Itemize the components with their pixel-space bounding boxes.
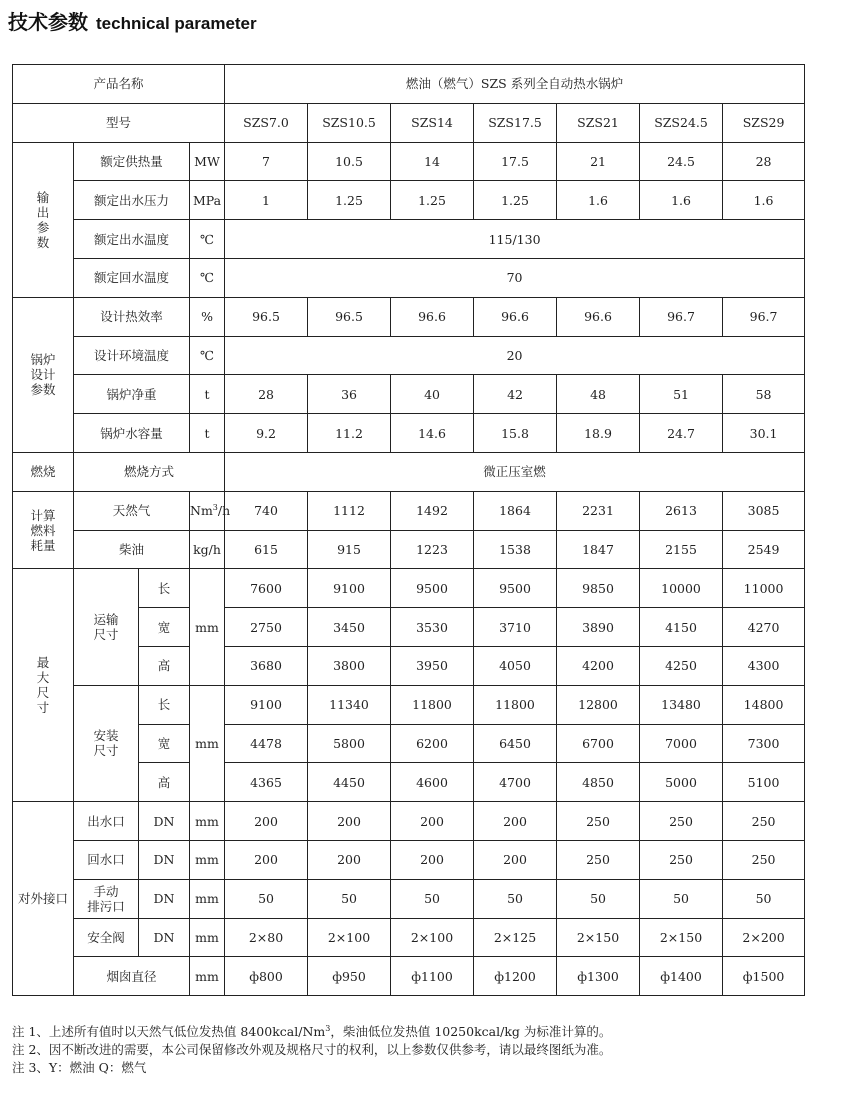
dim-sub-label: 安装 尺寸 [74,685,139,801]
value-cell: 250 [557,802,640,841]
value-cell: 2×150 [640,918,723,957]
unit-cell: mm [190,840,225,879]
value-cell: 96.7 [723,297,805,336]
product-label: 产品名称 [13,65,225,104]
dn-cell: DN [139,802,190,841]
value-cell: 200 [391,802,474,841]
param-label: 额定供热量 [74,142,190,181]
value-cell: 9100 [225,685,308,724]
table-row [13,142,805,181]
param-label: 燃烧方式 [74,452,225,491]
value-cell: 50 [557,879,640,918]
value-cell: 42 [474,375,557,414]
value-cell: ф800 [225,957,308,996]
dim-axis: 长 [139,569,190,608]
model-cell: SZS10.5 [308,103,391,142]
group-design: 锅炉 设计 参数 [13,297,74,452]
dn-cell: DN [139,918,190,957]
value-cell: 250 [723,840,805,879]
value-cell: ф1400 [640,957,723,996]
value-cell: 1492 [391,491,474,530]
value-cell: ф1300 [557,957,640,996]
value-cell: 3085 [723,491,805,530]
value-cell: ф1500 [723,957,805,996]
title-cn: 技术参数 [8,10,88,34]
value-cell: 50 [391,879,474,918]
value-cell: 4250 [640,646,723,685]
merged-value: 70 [225,258,805,297]
group-output: 输 出 参 数 [13,142,74,297]
merged-value: 115/130 [225,220,805,259]
table-row [13,918,805,957]
value-cell: 2×80 [225,918,308,957]
value-cell: 50 [225,879,308,918]
param-label: 手动 排污口 [74,879,139,918]
value-cell: 1.6 [640,181,723,220]
value-cell: 14800 [723,685,805,724]
table-row [13,375,805,414]
value-cell: 4150 [640,608,723,647]
value-cell: 96.7 [640,297,723,336]
table-row [13,840,805,879]
value-cell: 9.2 [225,414,308,453]
value-cell: 200 [225,840,308,879]
unit-cell: mm [190,957,225,996]
value-cell: 200 [308,802,391,841]
value-cell: 2231 [557,491,640,530]
dim-axis: 宽 [139,608,190,647]
value-cell: 1538 [474,530,557,569]
value-cell: 1 [225,181,308,220]
value-cell: 2549 [723,530,805,569]
value-cell: 4478 [225,724,308,763]
value-cell: ф950 [308,957,391,996]
value-cell: 7600 [225,569,308,608]
param-label: 柴油 [74,530,190,569]
unit-cell: Nm$^3$/h [190,491,225,530]
unit-cell: mm [190,802,225,841]
dim-axis: 宽 [139,724,190,763]
table-row [13,452,805,491]
value-cell: 250 [640,802,723,841]
value-cell: 5800 [308,724,391,763]
value-cell: 50 [308,879,391,918]
value-cell: 2750 [225,608,308,647]
value-cell: 4600 [391,763,474,802]
value-cell: 51 [640,375,723,414]
unit-cell: ℃ [190,220,225,259]
table-row [13,336,805,375]
value-cell: 58 [723,375,805,414]
value-cell: 12800 [557,685,640,724]
value-cell: 200 [474,840,557,879]
value-cell: 4050 [474,646,557,685]
value-cell: 200 [474,802,557,841]
value-cell: 200 [308,840,391,879]
value-cell: 1864 [474,491,557,530]
value-cell: 10000 [640,569,723,608]
model-cell: SZS14 [391,103,474,142]
value-cell: 96.5 [308,297,391,336]
table-row [13,802,805,841]
value-cell: 9500 [474,569,557,608]
unit-cell: kg/h [190,530,225,569]
value-cell: 14 [391,142,474,181]
value-cell: 18.9 [557,414,640,453]
value-cell: 2155 [640,530,723,569]
note-1: 注 1、上述所有值时以天然气低位发热值 8400kcal/Nm$^3$，柴油低位发热值 10250kcal/kg 为标准计算的。 [12,1024,612,1040]
param-label: 设计环境温度 [74,336,190,375]
value-cell: 1.25 [474,181,557,220]
value-cell: 1.25 [308,181,391,220]
value-cell: 4270 [723,608,805,647]
dn-cell: DN [139,840,190,879]
value-cell: 1112 [308,491,391,530]
value-cell: 250 [723,802,805,841]
value-cell: 3530 [391,608,474,647]
param-label: 安全阀 [74,918,139,957]
title-en: technical parameter [96,14,257,33]
value-cell: 11340 [308,685,391,724]
value-cell: 3800 [308,646,391,685]
group-ports: 对外接口 [13,802,74,996]
table-row [13,65,805,104]
param-label: 额定回水温度 [74,258,190,297]
table-row [13,181,805,220]
value-cell: 4300 [723,646,805,685]
param-label: 设计热效率 [74,297,190,336]
value-cell: 200 [225,802,308,841]
value-cell: 2×200 [723,918,805,957]
product-name: 燃油（燃气）SZS 系列全自动热水锅炉 [225,65,805,104]
group-combustion: 燃烧 [13,452,74,491]
unit-cell: MPa [190,181,225,220]
table-row [13,220,805,259]
unit-cell: ℃ [190,258,225,297]
dim-axis: 高 [139,763,190,802]
table-row [13,258,805,297]
value-cell: 4700 [474,763,557,802]
unit-cell: t [190,414,225,453]
dim-axis: 长 [139,685,190,724]
unit-cell: mm [190,569,225,685]
value-cell: 11000 [723,569,805,608]
value-cell: 24.7 [640,414,723,453]
value-cell: 1.25 [391,181,474,220]
value-cell: 50 [640,879,723,918]
value-cell: 17.5 [474,142,557,181]
value-cell: 4850 [557,763,640,802]
value-cell: 48 [557,375,640,414]
table-row [13,879,805,918]
model-label: 型号 [13,103,225,142]
value-cell: 21 [557,142,640,181]
param-label: 额定出水压力 [74,181,190,220]
value-cell: 5000 [640,763,723,802]
param-label: 回水口 [74,840,139,879]
value-cell: 14.6 [391,414,474,453]
unit-cell: mm [190,685,225,801]
value-cell: 36 [308,375,391,414]
table-row [13,297,805,336]
table-row [13,957,805,996]
value-cell: 1847 [557,530,640,569]
value-cell: 4365 [225,763,308,802]
value-cell: 9500 [391,569,474,608]
value-cell: 3950 [391,646,474,685]
group-fuel: 计算 燃料 耗量 [13,491,74,569]
value-cell: 740 [225,491,308,530]
value-cell: 9850 [557,569,640,608]
value-cell: 28 [225,375,308,414]
table-row [13,414,805,453]
value-cell: 3450 [308,608,391,647]
merged-value: 微正压室燃 [225,452,805,491]
unit-cell: mm [190,879,225,918]
value-cell: 10.5 [308,142,391,181]
value-cell: 3710 [474,608,557,647]
param-label: 额定出水温度 [74,220,190,259]
value-cell: 200 [391,840,474,879]
note-2: 注 2、因不断改进的需要，本公司保留修改外观及规格尺寸的权利，以上参数仅供参考，请以最终图纸为准。 [12,1042,612,1058]
value-cell: 9100 [308,569,391,608]
value-cell: 28 [723,142,805,181]
value-cell: 1.6 [557,181,640,220]
model-cell: SZS29 [723,103,805,142]
value-cell: 96.5 [225,297,308,336]
value-cell: 30.1 [723,414,805,453]
note-3: 注 3、Y：燃油 Q：燃气 [12,1060,147,1076]
table-row [13,685,805,724]
param-label: 天然气 [74,491,190,530]
unit-cell: ℃ [190,336,225,375]
value-cell: 50 [474,879,557,918]
param-label: 锅炉净重 [74,375,190,414]
value-cell: 24.5 [640,142,723,181]
value-cell: 96.6 [474,297,557,336]
model-cell: SZS21 [557,103,640,142]
value-cell: 2×100 [308,918,391,957]
value-cell: 1.6 [723,181,805,220]
model-cell: SZS24.5 [640,103,723,142]
value-cell: 7300 [723,724,805,763]
value-cell: 11.2 [308,414,391,453]
value-cell: 250 [640,840,723,879]
dn-cell: DN [139,879,190,918]
value-cell: 6200 [391,724,474,763]
table-row [13,569,805,608]
value-cell: 7000 [640,724,723,763]
value-cell: 4200 [557,646,640,685]
table-row [13,530,805,569]
value-cell: 13480 [640,685,723,724]
table-row [13,103,805,142]
value-cell: 11800 [474,685,557,724]
value-cell: 615 [225,530,308,569]
value-cell: 7 [225,142,308,181]
unit-cell: MW [190,142,225,181]
value-cell: 96.6 [391,297,474,336]
group-dims: 最 大 尺 寸 [13,569,74,802]
table-row [13,491,805,530]
value-cell: ф1200 [474,957,557,996]
value-cell: 250 [557,840,640,879]
model-cell: SZS17.5 [474,103,557,142]
value-cell: 5100 [723,763,805,802]
model-cell: SZS7.0 [225,103,308,142]
dim-axis: 高 [139,646,190,685]
merged-value: 20 [225,336,805,375]
value-cell: 4450 [308,763,391,802]
value-cell: 3680 [225,646,308,685]
notes [12,1020,611,1077]
value-cell: 2613 [640,491,723,530]
value-cell: 11800 [391,685,474,724]
value-cell: 2×125 [474,918,557,957]
dim-sub-label: 运输 尺寸 [74,569,139,685]
spec-table [12,64,805,996]
value-cell: 96.6 [557,297,640,336]
param-label: 出水口 [74,802,139,841]
value-cell: 915 [308,530,391,569]
value-cell: 15.8 [474,414,557,453]
unit-cell: t [190,375,225,414]
value-cell: 40 [391,375,474,414]
value-cell: 50 [723,879,805,918]
value-cell: 2×150 [557,918,640,957]
unit-cell: mm [190,918,225,957]
param-label: 烟囱直径 [74,957,190,996]
value-cell: ф1100 [391,957,474,996]
value-cell: 2×100 [391,918,474,957]
unit-cell: % [190,297,225,336]
value-cell: 6700 [557,724,640,763]
param-label: 锅炉水容量 [74,414,190,453]
value-cell: 1223 [391,530,474,569]
value-cell: 6450 [474,724,557,763]
value-cell: 3890 [557,608,640,647]
page-header [8,6,257,36]
